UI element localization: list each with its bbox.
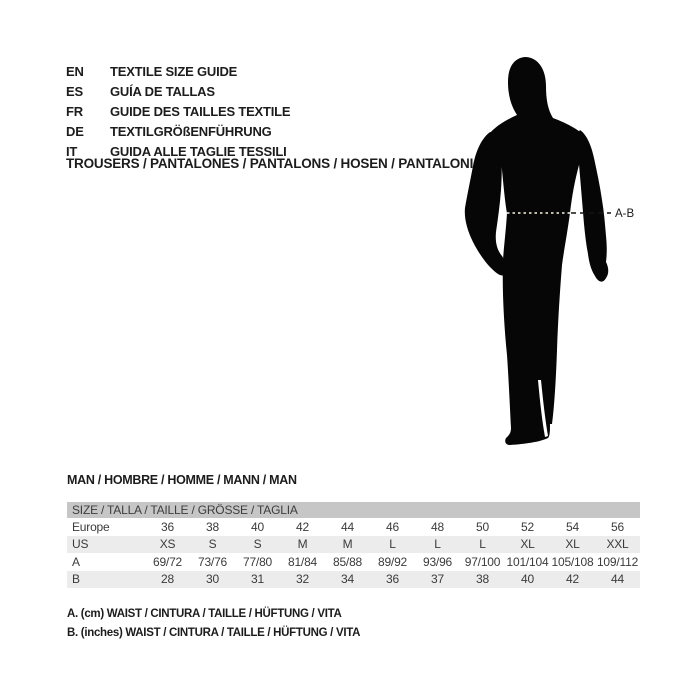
size-table-header: SIZE / TALLA / TAILLE / GRÖSSE / TAGLIA (67, 502, 640, 518)
size-cell: 50 (476, 519, 489, 534)
language-row-en (66, 61, 290, 81)
size-cell: 97/100 (464, 554, 501, 569)
size-cell: 40 (251, 519, 264, 534)
language-label: GUÍA DE TALLAS (110, 83, 215, 99)
language-label: TEXTILE SIZE GUIDE (110, 63, 238, 79)
size-cell: 44 (341, 519, 354, 534)
size-cell: 42 (296, 519, 309, 534)
footnote-b-inches: B. (inches) WAIST / CINTURA / TAILLE / HÜFTUNG / VITA (67, 627, 361, 639)
footnote-a-cm: A. (cm) WAIST / CINTURA / TAILLE / HÜFTUNG / VITA (67, 608, 342, 620)
row-label: Europe (72, 519, 110, 534)
size-cell: 32 (296, 572, 309, 587)
man-right-arm (578, 130, 608, 282)
size-cell: 37 (431, 572, 444, 587)
size-cell: 52 (521, 519, 534, 534)
language-code: ES (66, 83, 83, 99)
size-cell: 44 (611, 572, 624, 587)
size-cell: 36 (386, 572, 399, 587)
size-cell: S (253, 537, 262, 552)
size-cell: S (208, 537, 217, 552)
man-left-arm (465, 132, 507, 275)
size-cell: 38 (476, 572, 489, 587)
row-label: A (72, 554, 80, 569)
row-label: B (72, 572, 80, 587)
size-table (67, 502, 640, 588)
size-cell: 42 (566, 572, 579, 587)
row-label: US (72, 537, 89, 552)
size-cell: 31 (251, 572, 264, 587)
size-cell: 81/84 (287, 554, 318, 569)
language-label: GUIDE DES TAILLES TEXTILE (110, 103, 291, 119)
size-cell: 77/80 (242, 554, 273, 569)
language-guide-block (66, 61, 290, 161)
language-code: IT (66, 143, 78, 159)
size-cell: 101/104 (506, 554, 549, 569)
language-row-fr (66, 101, 290, 121)
man-silhouette-figure (440, 40, 700, 470)
table-row-a-cm (67, 553, 640, 571)
size-cell: 69/72 (152, 554, 183, 569)
table-row-europe (67, 518, 640, 536)
language-label: TEXTILGRÖßENFÜHRUNG (110, 123, 272, 139)
size-cell: 85/88 (332, 554, 363, 569)
size-cell: L (434, 537, 441, 552)
size-cell: 73/76 (197, 554, 228, 569)
size-cell: 109/112 (596, 554, 639, 569)
size-cell: L (389, 537, 396, 552)
size-cell: 89/92 (377, 554, 408, 569)
section-title-man: MAN / HOMBRE / HOMME / MANN / MAN (67, 473, 297, 487)
language-code: FR (66, 103, 83, 119)
footnotes-block (67, 605, 360, 643)
size-cell: M (342, 537, 353, 552)
category-title: TROUSERS / PANTALONES / PANTALONS / HOSEN / PANTALONI (66, 156, 474, 171)
size-cell: L (479, 537, 486, 552)
size-cell: 30 (206, 572, 219, 587)
size-cell: 54 (566, 519, 579, 534)
size-table-grid (67, 518, 640, 588)
size-cell: M (297, 537, 308, 552)
size-cell: 48 (431, 519, 444, 534)
size-cell: 105/108 (551, 554, 594, 569)
size-cell: 34 (341, 572, 354, 587)
size-cell: XXL (606, 537, 629, 552)
man-silhouette (490, 57, 584, 445)
size-cell: 28 (161, 572, 174, 587)
size-cell: 46 (386, 519, 399, 534)
language-row-es (66, 81, 290, 101)
size-cell: XL (565, 537, 580, 552)
size-cell: 38 (206, 519, 219, 534)
size-cell: 93/96 (422, 554, 453, 569)
size-cell: XS (159, 537, 176, 552)
table-row-b-inches (67, 571, 640, 589)
figure-area (440, 40, 700, 470)
size-cell: 36 (161, 519, 174, 534)
language-label: GUIDA ALLE TAGLIE TESSILI (110, 143, 287, 159)
language-row-de (66, 121, 290, 141)
measure-label: A-B (615, 208, 635, 220)
size-cell: 40 (521, 572, 534, 587)
size-cell: 56 (611, 519, 624, 534)
table-row-us (67, 536, 640, 554)
size-cell: XL (520, 537, 535, 552)
language-code: DE (66, 123, 84, 139)
language-code: EN (66, 63, 84, 79)
